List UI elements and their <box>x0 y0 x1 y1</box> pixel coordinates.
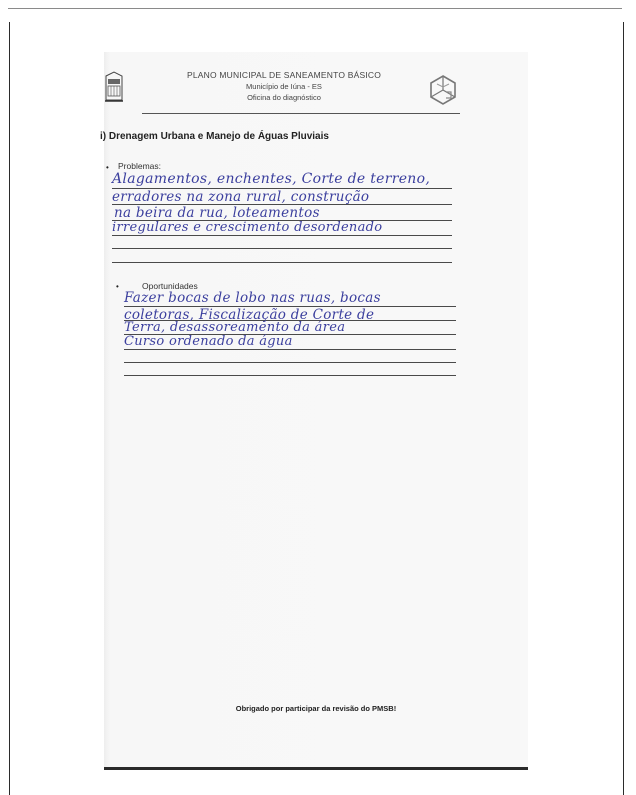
cube-logo-icon <box>429 74 457 106</box>
municipality-name: Município de Iúna - ES <box>246 82 322 91</box>
problems-handwritten-line-4: irregulares e crescimento desordenado <box>112 220 383 235</box>
header-text-block <box>164 70 404 103</box>
problems-handwritten-line-3: na beira da rua, loteamentos <box>114 205 320 221</box>
paper-shading <box>104 52 528 767</box>
opportunities-handwritten-line-1: Fazer bocas de lobo nas ruas, bocas <box>124 290 381 306</box>
thank-you-note: Obrigado por participar da revisão do PMSB! <box>235 704 397 713</box>
opportunities-rule-6 <box>124 375 456 376</box>
problems-rule-6 <box>112 262 452 263</box>
opportunities-label: Oportunidades <box>142 281 198 291</box>
problems-handwritten-line-1: Alagamentos, enchentes, Corte de terreno, <box>112 171 431 187</box>
opportunities-rule-4 <box>124 349 456 350</box>
form-header <box>104 66 528 114</box>
workshop-name: Oficina do diagnóstico <box>247 93 321 102</box>
municipal-crest-icon <box>104 70 124 104</box>
top-border-line <box>8 8 622 9</box>
section-title: i) Drenagem Urbana e Manejo de Águas Pluviais <box>100 131 329 142</box>
problems-rule-4 <box>112 235 452 236</box>
opportunities-handwritten-line-3: Terra, desassoreamento da área <box>124 320 346 335</box>
scanned-form-page <box>100 52 528 770</box>
plan-title: PLANO MUNICIPAL DE SANEAMENTO BÁSICO <box>186 70 382 80</box>
opportunities-rule-5 <box>124 362 456 363</box>
problems-handwritten-line-2: erradores na zona rural, construção <box>112 189 370 205</box>
problems-bullet: • <box>106 163 109 172</box>
opportunities-bullet: • <box>116 282 119 291</box>
right-margin-line <box>623 22 624 795</box>
problems-rule-5 <box>112 248 452 249</box>
header-underline <box>142 113 460 114</box>
left-margin-line <box>9 22 10 795</box>
problems-label: Problemas: <box>118 161 161 171</box>
opportunities-handwritten-line-4: Curso ordenado da água <box>124 334 293 349</box>
opportunities-handwritten-line-2: coletoras, Fiscalização de Corte de <box>124 307 375 323</box>
